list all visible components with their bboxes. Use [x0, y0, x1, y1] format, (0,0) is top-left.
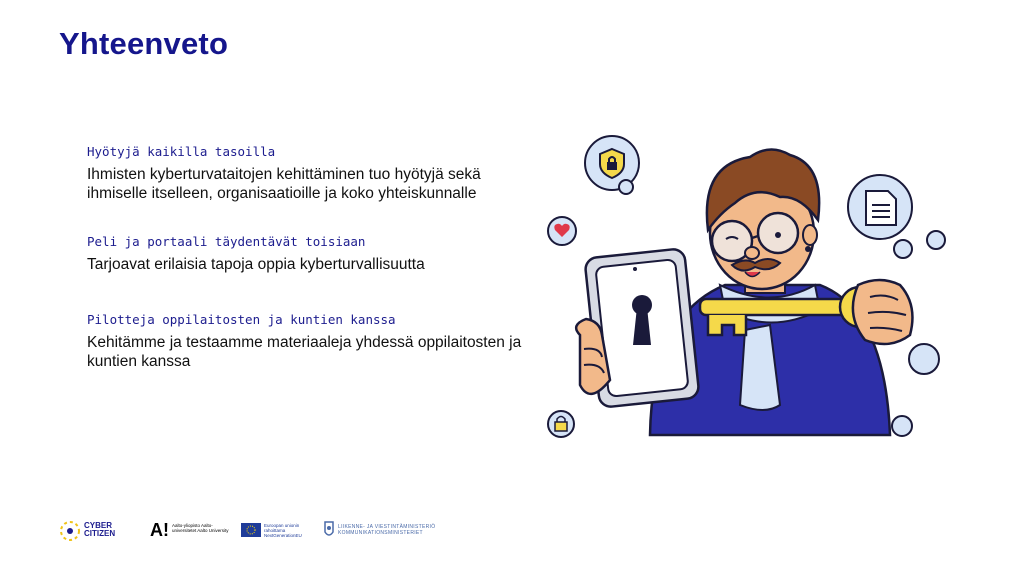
star-ring-icon: [58, 519, 82, 543]
heart-icon: [548, 217, 576, 245]
section-heading: Hyötyjä kaikilla tasoilla: [87, 144, 276, 159]
section-benefits: [87, 144, 537, 203]
footer-logos: [58, 516, 458, 546]
eu-funding-logo: [241, 516, 311, 544]
section-text: Kehitämme ja testaamme materiaaleja yhdessä oppilaitosten ja kuntien kanssa: [87, 334, 522, 370]
lvm-logo: [323, 516, 443, 544]
section-pilots: [87, 312, 537, 371]
lion-crest-icon: [323, 520, 335, 540]
eu-text: Euroopan unionin rahoittama NextGenerationEU: [264, 523, 302, 538]
lvm-text: LIIKENNE- JA VIESTINTÄMINISTERIÖ KOMMUNIKATIONSMINISTERIET: [338, 524, 436, 536]
section-text: Ihmisten kyberturvataitojen kehittäminen tuo hyötyjä sekä ihmiselle itselleen, organisaatioille ja koko yhteiskunnalle: [87, 166, 481, 202]
document-icon: [848, 175, 912, 239]
cyber-citizen-text: CYBER CITIZEN: [84, 521, 116, 538]
section-heading: Pilotteja oppilaitosten ja kuntien kanssa: [87, 312, 396, 327]
aalto-text: Aalto-yliopisto Aalto-universitetet Aalto University: [172, 523, 229, 533]
section-text: Tarjoavat erilaisia tapoja oppia kyberturvallisuutta: [87, 256, 425, 273]
aalto-a-mark: A!: [150, 520, 169, 540]
cyber-citizen-logo: [58, 516, 128, 544]
padlock-icon: [548, 411, 574, 437]
eu-flag-icon: [241, 523, 261, 537]
slide-title: Yhteenveto: [59, 26, 229, 61]
section-game-portal: [87, 234, 537, 274]
illustration-character-with-key: [540, 135, 960, 445]
section-heading: Peli ja portaali täydentävät toisiaan: [87, 234, 366, 249]
aalto-logo: [150, 516, 230, 544]
